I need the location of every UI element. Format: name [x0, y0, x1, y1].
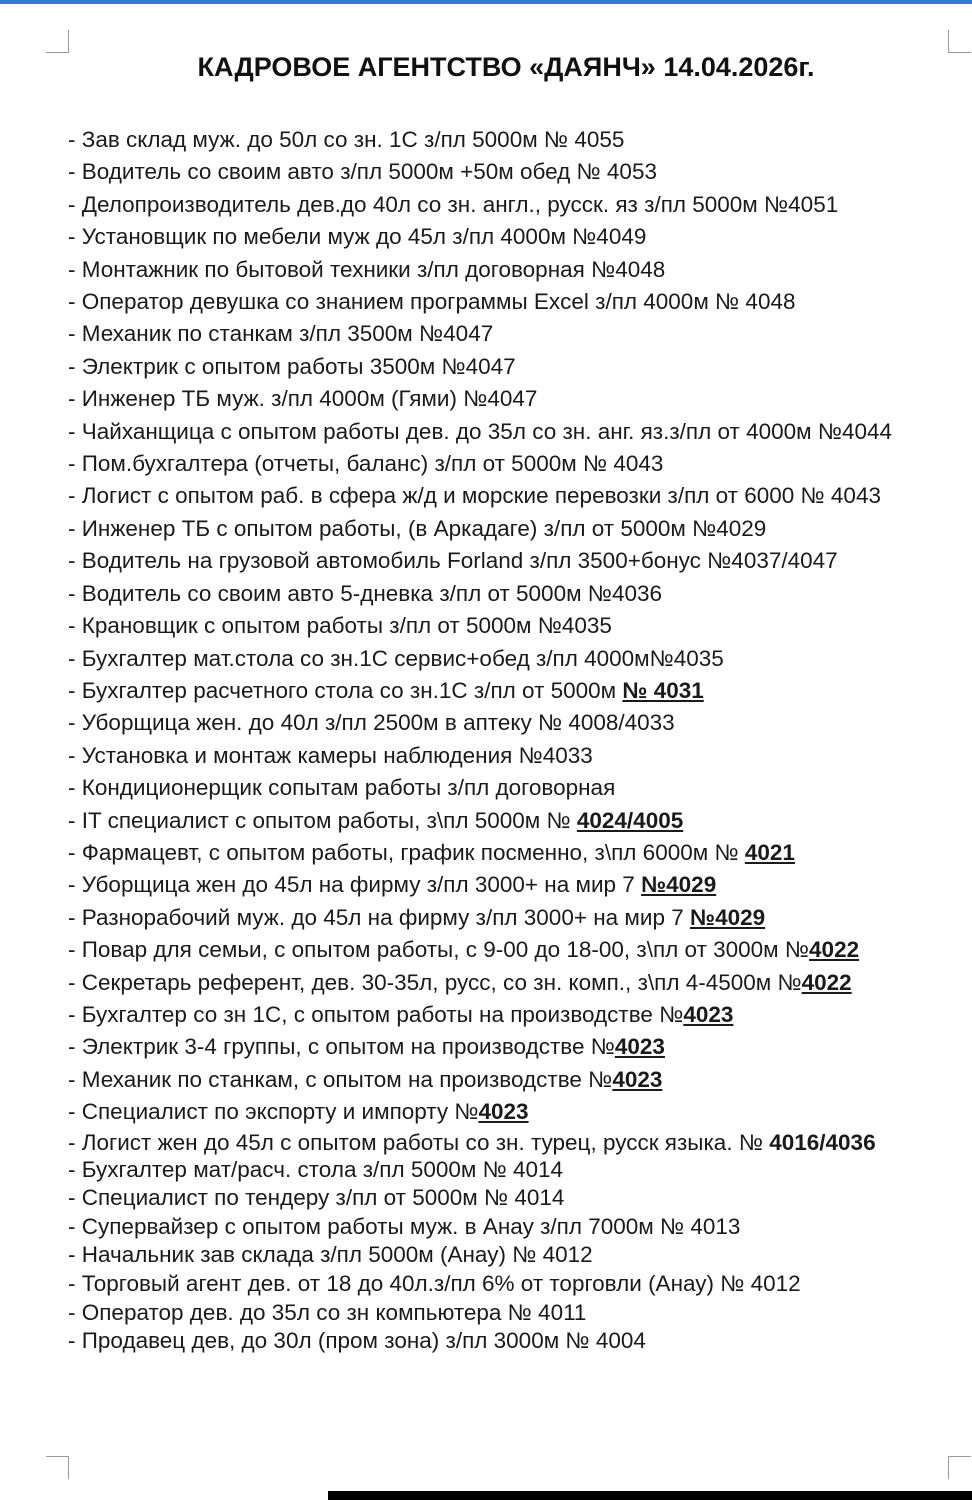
list-item: - Делопроизводитель дев.до 40л со зн. англ., русск. яз з/пл 5000м №4051	[68, 191, 839, 217]
list-item: - IT специалист с опытом работы, з\пл 5000м № 4024/4005	[68, 807, 684, 833]
page-title: КАДРОВОЕ АГЕНТСТВО «ДАЯНЧ» 14.04.2026г.	[197, 52, 815, 82]
list-item: - Специалист по тендеру з/пл от 5000м № 4014	[68, 1185, 565, 1211]
vacancy-number: № 4031	[622, 677, 704, 703]
list-item: - Электрик с опытом работы 3500м №4047	[68, 353, 516, 379]
list-item: - Супервайзер с опытом работы муж. в Анау з/пл 7000м № 4013	[68, 1213, 741, 1239]
list-item: - Монтажник по бытовой техники з/пл договорная №4048	[68, 256, 666, 282]
vacancy-number: 4022	[801, 969, 852, 995]
top-accent-bar	[0, 0, 972, 4]
list-item: - Бухгалтер со зн 1С, с опытом работы на производстве №4023	[68, 1001, 734, 1027]
list-item: - Продавец дев, до 30л (пром зона) з/пл 3000м № 4004	[68, 1328, 646, 1354]
vacancy-number: №4029	[641, 872, 717, 898]
list-item: - Специалист по экспорту и импорту №4023	[68, 1099, 529, 1125]
vacancy-number: №4029	[689, 904, 766, 930]
list-item: - Зав склад муж. до 50л со зн. 1С з/пл 5000м № 4055	[68, 127, 625, 152]
page-corner-mark	[46, 30, 69, 53]
list-item: - Бухгалтер мат.стола со зн.1С сервис+обед з/пл 4000м№4035	[68, 645, 724, 671]
page-corner-mark	[46, 1456, 69, 1479]
list-item: - Крановщик с опытом работы з/пл от 5000м №4035	[68, 613, 612, 639]
list-item: - Механик по станкам, с опытом на производстве №4023	[68, 1066, 663, 1092]
list-item: - Водитель со своим авто 5-дневка з/пл от 5000м №4036	[68, 580, 662, 606]
vacancy-number: 4023	[614, 1034, 665, 1060]
vacancy-number: 4023	[478, 1099, 529, 1125]
vacancy-number: 4021	[744, 839, 795, 865]
vacancy-list	[68, 124, 948, 1356]
list-item: - Чайханщица с опытом работы дев. до 35л со зн. анг. яз.з/пл от 4000м №4044	[68, 418, 893, 444]
list-item: - Оператор дев. до 35л со зн компьютера № 4011	[68, 1299, 587, 1325]
list-item: - Кондиционерщик сопытам работы з/пл договорная	[68, 775, 616, 801]
list-item: - Торговый агент дев. от 18 до 40л.з/пл 6% от торговли (Анау) № 4012	[68, 1270, 801, 1296]
list-item: - Бухгалтер расчетного стола со зн.1С з/пл от 5000м № 4031	[68, 677, 704, 703]
bottom-bar	[328, 1491, 972, 1500]
list-item: - Механик по станкам з/пл 3500м №4047	[68, 321, 494, 347]
list-item: - Логист с опытом раб. в сфера ж/д и морские перевозки з/пл от 6000 № 4043	[68, 483, 881, 509]
list-item: - Логист жен до 45л с опытом работы со зн. турец, русск языка. № 4016/4036	[68, 1129, 876, 1155]
list-item: - Электрик 3-4 группы, с опытом на производстве №4023	[68, 1034, 665, 1060]
vacancy-number: 4023	[683, 1001, 734, 1027]
list-item: - Начальник зав склада з/пл 5000м (Анау) № 4012	[68, 1242, 593, 1268]
list-item: - Инженер ТБ с опытом работы, (в Аркадаге) з/пл от 5000м №4029	[68, 515, 767, 541]
list-item: - Водитель со своим авто з/пл 5000м +50м обед № 4053	[68, 159, 657, 185]
list-item: - Установщик по мебели муж до 45л з/пл 4000м №4049	[68, 224, 647, 250]
vacancy-number: 4023	[612, 1066, 663, 1092]
page-corner-mark	[948, 30, 971, 53]
list-item: - Водитель на грузовой автомобиль Forland з/пл 3500+бонус №4037/4047	[68, 548, 838, 574]
page-corner-mark	[948, 1456, 971, 1479]
list-item: - Установка и монтаж камеры наблюдения №4033	[68, 742, 593, 768]
list-item: - Разнорабочий муж. до 45л на фирму з/пл 3000+ на мир 7 №4029	[68, 904, 766, 930]
vacancy-number: 4016/4036	[769, 1129, 876, 1155]
list-item: - Уборщица жен. до 40л з/пл 2500м в аптеку № 4008/4033	[68, 710, 675, 736]
list-item: - Повар для семьи, с опытом работы, с 9-00 до 18-00, з\пл от 3000м №4022	[68, 937, 860, 963]
list-item: - Бухгалтер мат/расч. стола з/пл 5000м № 4014	[68, 1156, 564, 1182]
list-item: - Пом.бухгалтера (отчеты, баланс) з/пл от 5000м № 4043	[68, 451, 664, 477]
list-item: - Секретарь референт, дев. 30-35л, русс, со зн. комп., з\пл 4-4500м №4022	[68, 969, 852, 995]
vacancy-number: 4024/4005	[576, 807, 684, 833]
list-item: - Уборщица жен до 45л на фирму з/пл 3000+ на мир 7 №4029	[68, 872, 717, 898]
list-item: - Фармацевт, с опытом работы, график посменно, з\пл 6000м № 4021	[68, 839, 795, 865]
list-item: - Оператор девушка со знанием программы Excel з/пл 4000м № 4048	[68, 289, 796, 315]
list-item: - Инженер ТБ муж. з/пл 4000м (Гями) №4047	[68, 386, 538, 412]
vacancy-number: 4022	[809, 937, 860, 963]
